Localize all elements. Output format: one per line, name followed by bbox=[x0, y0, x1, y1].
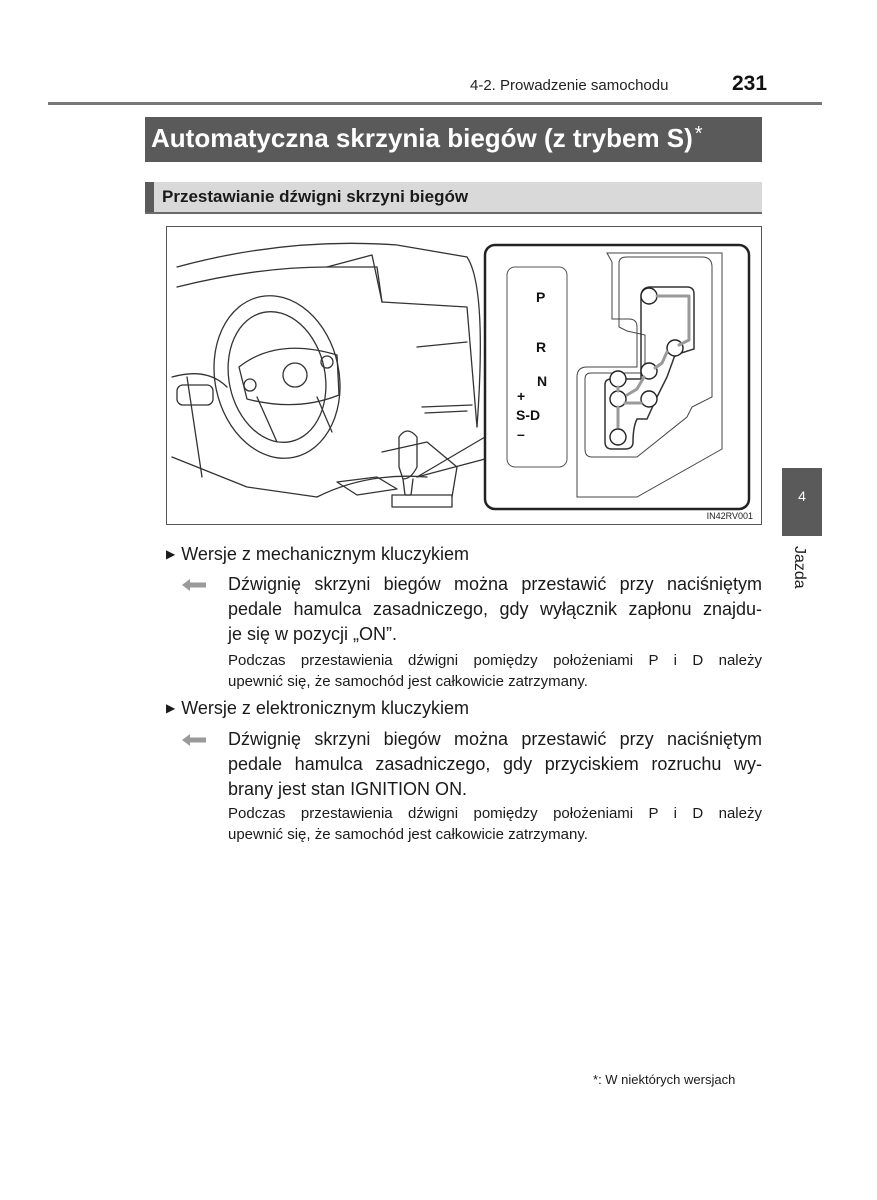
paragraph-line: je się w pozycji „ON”. bbox=[228, 624, 398, 644]
gate-label-minus: – bbox=[517, 426, 525, 442]
chapter-number: 4 bbox=[798, 488, 806, 504]
chapter-title-bar bbox=[145, 117, 762, 162]
gate-label-n: N bbox=[537, 373, 548, 389]
figure-code: IN42RV001 bbox=[706, 511, 753, 521]
footnote-text: : W niektórych wersjach bbox=[598, 1072, 736, 1087]
paragraph-mechanical-key bbox=[228, 572, 762, 647]
footnote-marker: * bbox=[593, 1072, 599, 1087]
asterisk-marker: * bbox=[694, 123, 703, 145]
chapter-side-tab bbox=[782, 468, 822, 536]
paragraph-line: pedale hamulca zasadniczego, gdy wyłącznik zapłonu znajdu- bbox=[228, 599, 762, 619]
paragraph-line: Dźwignię skrzyni biegów można przestawić przy naciśniętym bbox=[228, 574, 762, 594]
page-number: 231 bbox=[732, 72, 768, 95]
note-line: Podczas przestawienia dźwigni pomiędzy położeniami P i D należy bbox=[228, 652, 762, 669]
triangle-bullet-icon: ▶ bbox=[166, 547, 176, 561]
header-rule bbox=[48, 102, 822, 105]
note-mechanical-key bbox=[228, 650, 762, 692]
paragraph-line: brany jest stan IGNITION ON. bbox=[228, 779, 468, 799]
gate-label-s-d: S-D bbox=[516, 407, 541, 423]
triangle-bullet-icon: ▶ bbox=[166, 701, 176, 715]
chapter-side-label bbox=[784, 546, 820, 596]
chapter-title bbox=[151, 123, 703, 154]
chapter-label-text: Jazda bbox=[791, 546, 808, 589]
bullet-heading-text: Wersje z elektronicznym kluczykiem bbox=[181, 698, 469, 718]
bullet-heading-mechanical-key bbox=[166, 544, 469, 565]
paragraph-line: Dźwignię skrzyni biegów można przestawić przy naciśniętym bbox=[228, 729, 762, 749]
left-arrow-icon bbox=[181, 733, 207, 747]
chapter-title-text: Automatyczna skrzynia biegów (z trybem S) bbox=[151, 123, 693, 153]
note-line: upewnić się, że samochód jest całkowicie zatrzymany. bbox=[228, 826, 588, 843]
heading-accent bbox=[145, 182, 154, 212]
gate-label-r: R bbox=[536, 339, 547, 355]
left-arrow-icon bbox=[181, 578, 207, 592]
bullet-heading-text: Wersje z mechanicznym kluczykiem bbox=[181, 544, 469, 564]
note-electronic-key bbox=[228, 803, 762, 845]
note-line: Podczas przestawienia dźwigni pomiędzy położeniami P i D należy bbox=[228, 805, 762, 822]
section-heading: Przestawianie dźwigni skrzyni biegów bbox=[162, 187, 469, 206]
gate-label-plus: + bbox=[517, 388, 526, 404]
dashboard-drawing bbox=[167, 227, 762, 525]
note-line: upewnić się, że samochód jest całkowicie zatrzymany. bbox=[228, 673, 588, 690]
shift-lever-illustration bbox=[166, 226, 762, 525]
bullet-heading-electronic-key bbox=[166, 698, 469, 719]
section-heading-bar bbox=[145, 182, 762, 214]
footnote bbox=[593, 1072, 735, 1087]
gate-label-p: P bbox=[536, 289, 546, 305]
paragraph-electronic-key bbox=[228, 727, 762, 802]
running-header-section: 4-2. Prowadzenie samochodu bbox=[470, 77, 669, 94]
paragraph-line: pedale hamulca zasadniczego, gdy przyciskiem rozruchu wy- bbox=[228, 754, 762, 774]
